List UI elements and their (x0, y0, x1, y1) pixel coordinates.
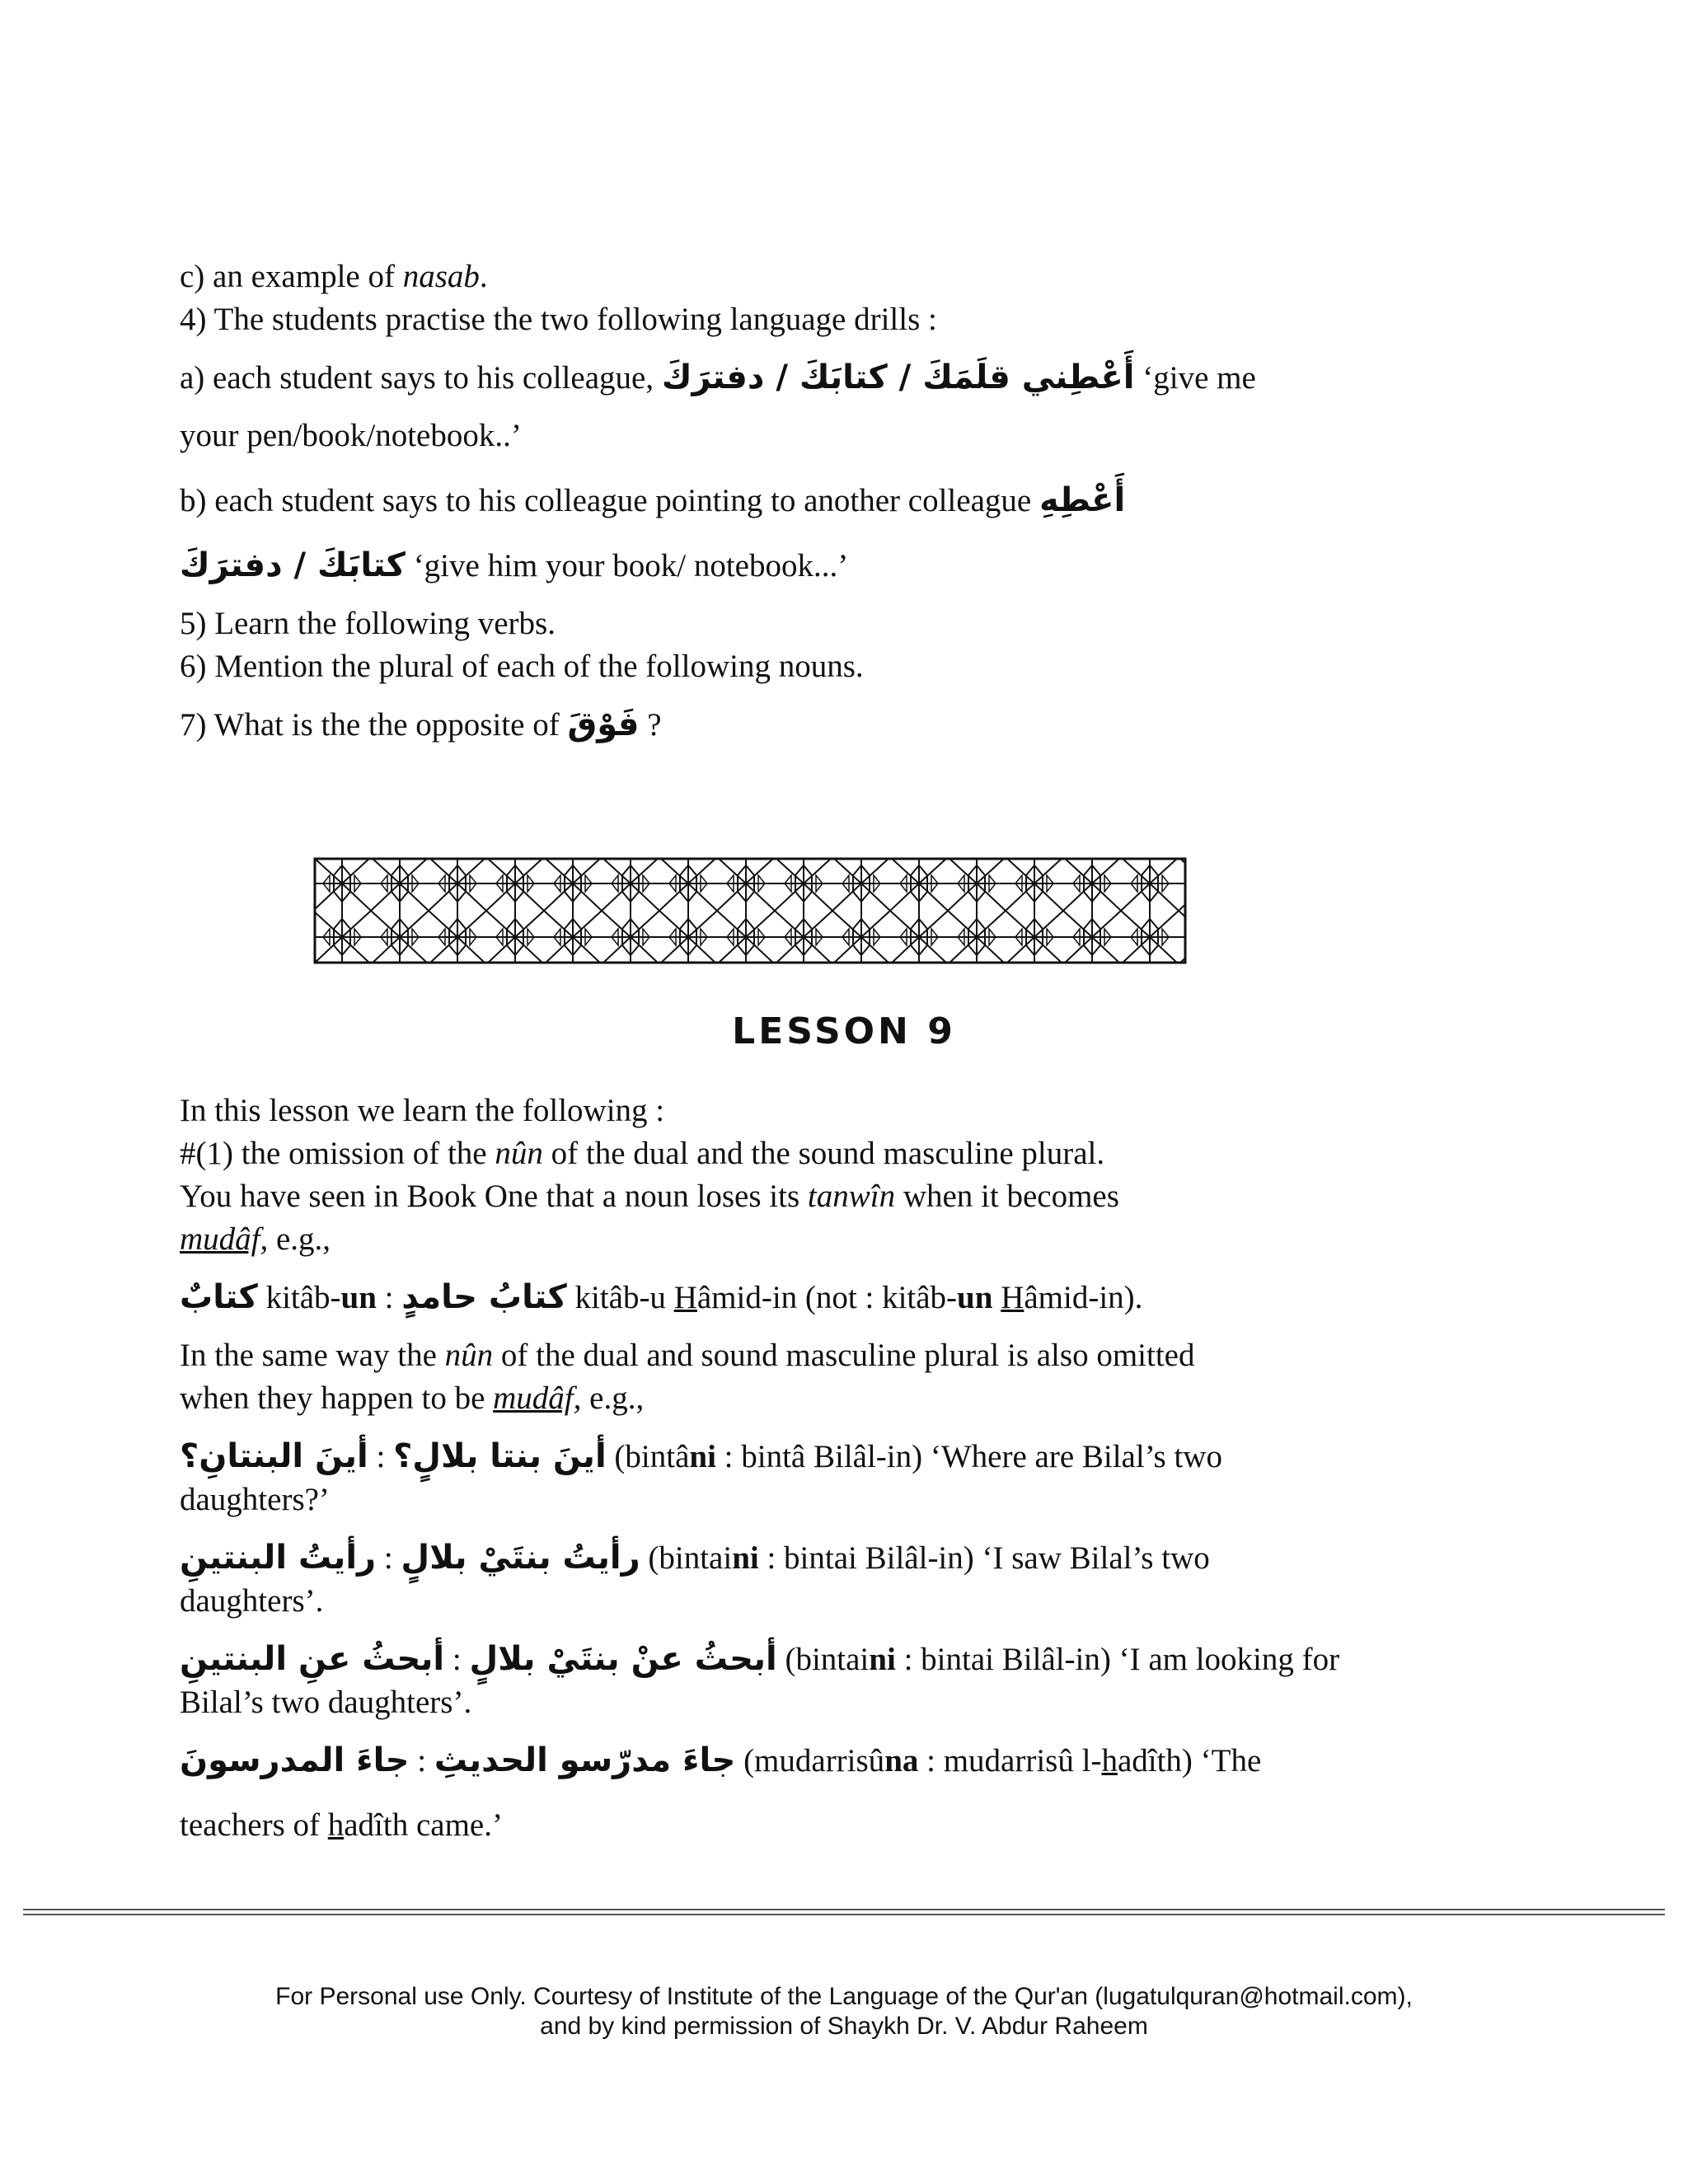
exercise-4a-cont: your pen/book/notebook..’ (180, 418, 522, 453)
arabic-phrase: أَعْطِهِ (1039, 481, 1126, 519)
lesson-intro: In this lesson we learn the following : (180, 1093, 665, 1128)
example-cont: teachers of hadîth came.’ (180, 1807, 503, 1843)
lesson-paragraph-cont: mudâf, e.g., (180, 1221, 331, 1257)
exercise-4b: b) each student says to his colleague pointing to another colleague أَعْطِهِ (180, 481, 1126, 519)
example-cont: daughters?’ (180, 1482, 330, 1517)
lesson-heading: LESSON 9 (732, 1010, 956, 1052)
example-line: رأيتُ البنتينِ : رأيتُ بنتَيْ بلالٍ (bintaini : bintai Bilâl-in) ‘I saw Bilal’s two (180, 1539, 1210, 1577)
lesson-paragraph: In the same way the nûn of the dual and sound masculine plural is also omitted (180, 1338, 1195, 1373)
arabic-phrase: كتابَكَ / دفترَكَ (180, 546, 406, 584)
exercise-4: 4) The students practise the two following language drills : (180, 302, 937, 337)
divider (23, 1909, 1665, 1910)
exercise-c: c) an example of nasab. (180, 259, 488, 294)
lesson-point-1: #(1) the omission of the nûn of the dual and the sound masculine plural. (180, 1136, 1105, 1171)
lesson-body (180, 1090, 1340, 1847)
example-line: جاءَ المدرسونَ : جاءَ مدرّسو الحديثِ (mudarrisûna : mudarrisû l-hadîth) ‘The (180, 1741, 1262, 1779)
ornament-band (313, 857, 1187, 964)
footer (0, 1982, 1688, 2041)
exercise-5: 5) Learn the following verbs. (180, 606, 556, 641)
example-line: كتابٌ kitâb-un : كتابُ حامدٍ kitâb-u Hâmid-in (not : kitâb-un Hâmid-in). (180, 1278, 1143, 1316)
exercise-list (180, 255, 1334, 747)
lesson-paragraph: You have seen in Book One that a noun loses its tanwîn when it becomes (180, 1179, 1119, 1214)
footer-line-2: and by kind permission of Shaykh Dr. V. Abdur Raheem (540, 2013, 1148, 2040)
example-line: أبحثُ عنِ البنتينِ : أبحثُ عنْ بنتَيْ بلالٍ (bintaini : bintai Bilâl-in) ‘I am looking for (180, 1640, 1340, 1678)
exercise-6: 6) Mention the plural of each of the following nouns. (180, 649, 864, 684)
example-line: أينَ البنتانِ؟ : أينَ بنتا بلالٍ؟ (bintâni : bintâ Bilâl-in) ‘Where are Bilal’s two (180, 1437, 1222, 1475)
example-cont: Bilal’s two daughters’. (180, 1685, 472, 1720)
exercise-4b-cont: كتابَكَ / دفترَكَ ‘give him your book/ notebook...’ (180, 546, 849, 584)
arabic-word: فَوْقَ (567, 705, 640, 743)
divider (23, 1914, 1665, 1915)
arabic-phrase: أَعْطِني قلَمَكَ / كتابَكَ / دفترَكَ (661, 359, 1135, 396)
lesson-paragraph-cont: when they happen to be mudâf, e.g., (180, 1380, 645, 1416)
footer-line-1: For Personal use Only. Courtesy of Institute of the Language of the Qur'an (lugatulquran@hotmail.com), (275, 1983, 1413, 2010)
exercise-4a: a) each student says to his colleague, أَعْطِني قلَمَكَ / كتابَكَ / دفترَكَ ‘give me (180, 359, 1256, 396)
example-cont: daughters’. (180, 1583, 324, 1619)
exercise-7: 7) What is the the opposite of فَوْقَ ? (180, 705, 662, 743)
